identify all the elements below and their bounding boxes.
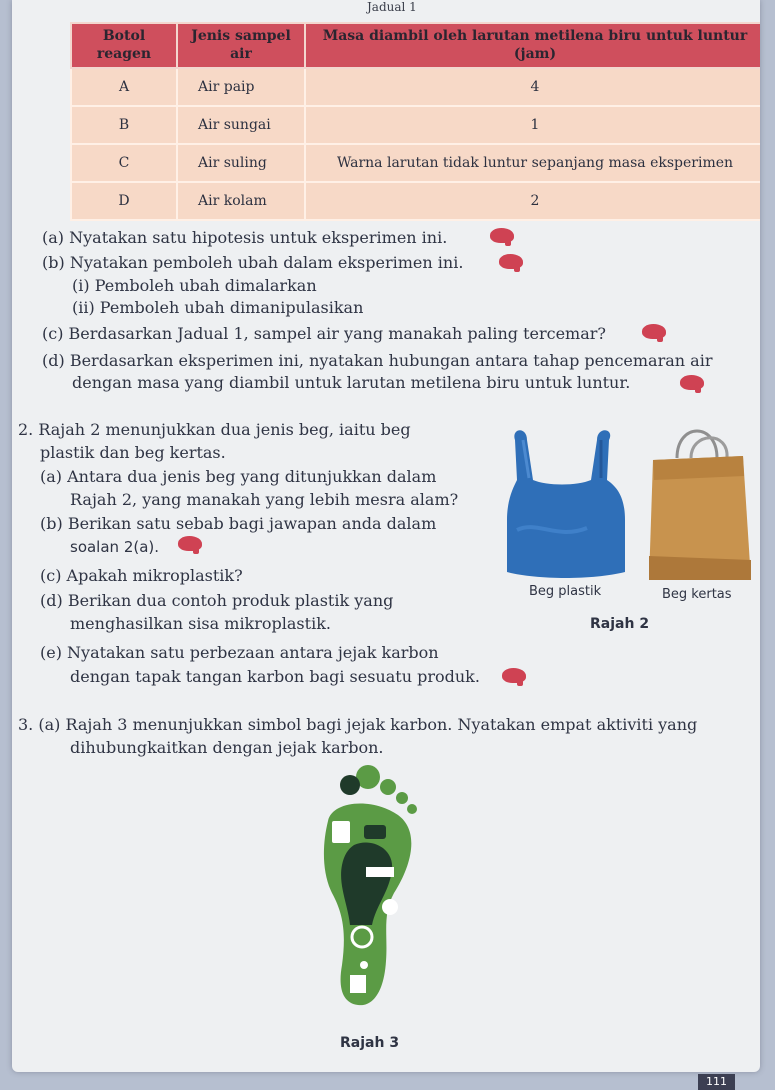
question-2c: (c) Apakah mikroplastik? — [40, 566, 243, 585]
question-2a-line1: (a) Antara dua jenis beg yang ditunjukkan dalam — [40, 467, 437, 486]
table-jadual-1 — [70, 22, 760, 221]
question-2e-line2: dengan tapak tangan karbon bagi sesuatu produk. — [70, 667, 480, 686]
table-header-cell: Masa diambil oleh larutan metilena biru untuk luntur (jam) — [305, 23, 760, 68]
figure-caption-rajah-2: Rajah 2 — [590, 616, 650, 632]
question-2d-line2: menghasilkan sisa mikroplastik. — [70, 614, 331, 633]
table-cell: Air kolam — [177, 182, 305, 220]
table-row — [71, 144, 760, 182]
brain-icon — [490, 228, 514, 244]
question-1a: (a) Nyatakan satu hipotesis untuk eksperimen ini. — [42, 228, 448, 247]
question-1b: (b) Nyatakan pemboleh ubah dalam eksperimen ini. — [42, 253, 464, 272]
question-1c: (c) Berdasarkan Jadual 1, sampel air yang manakah paling tercemar? — [42, 324, 606, 343]
question-3a-line2: dihubungkaitkan dengan jejak karbon. — [70, 738, 384, 757]
plastic-bag-label: Beg plastik — [529, 584, 602, 599]
question-2b-line2: soalan 2(a). — [70, 538, 160, 556]
paper-bag-label: Beg kertas — [662, 587, 732, 602]
table-header-cell: Botol reagen — [71, 23, 177, 68]
question-2b-line1: (b) Berikan satu sebab bagi jawapan anda dalam — [40, 514, 437, 533]
table-row — [71, 106, 760, 144]
table-cell: B — [71, 106, 177, 144]
question-2a-line2: Rajah 2, yang manakah yang lebih mesra alam? — [70, 490, 459, 509]
bags-illustration — [497, 420, 757, 590]
footprint-icon — [324, 765, 417, 1005]
table-cell: D — [71, 182, 177, 220]
carbon-footprint-symbol — [302, 765, 442, 1025]
figure-caption-rajah-3: Rajah 3 — [340, 1035, 400, 1051]
brain-icon — [499, 254, 523, 270]
page-number: 111 — [698, 1074, 735, 1090]
table-cell: Air suling — [177, 144, 305, 182]
brain-icon — [680, 375, 704, 391]
table-cell: A — [71, 68, 177, 106]
table-header-cell: Jenis sampel air — [177, 23, 305, 68]
table-cell: Air paip — [177, 68, 305, 106]
question-2d-line1: (d) Berikan dua contoh produk plastik yang — [40, 591, 394, 610]
paper-bag-icon — [649, 431, 751, 580]
question-2e-line1: (e) Nyatakan satu perbezaan antara jejak karbon — [40, 643, 439, 662]
question-1b-ii: (ii) Pemboleh ubah dimanipulasikan — [72, 298, 364, 317]
table-row — [71, 68, 760, 106]
page-title: Jadual 1 — [367, 0, 417, 14]
brain-icon — [502, 668, 526, 684]
textbook-page — [12, 0, 760, 1072]
question-2-intro-line2: plastik dan beg kertas. — [40, 443, 226, 462]
table-row — [71, 182, 760, 220]
table-cell: Warna larutan tidak luntur sepanjang masa eksperimen — [305, 144, 760, 182]
table-cell: Air sungai — [177, 106, 305, 144]
plastic-bag-icon — [507, 430, 625, 578]
table-cell: 2 — [305, 182, 760, 220]
table-cell: 4 — [305, 68, 760, 106]
brain-icon — [642, 324, 666, 340]
question-1d-line1: (d) Berdasarkan eksperimen ini, nyatakan hubungan antara tahap pencemaran air — [42, 351, 713, 370]
question-2-intro-line1: 2. Rajah 2 menunjukkan dua jenis beg, iaitu beg — [18, 420, 411, 439]
table-header-row — [71, 23, 760, 68]
question-1b-i: (i) Pemboleh ubah dimalarkan — [72, 276, 317, 295]
brain-icon — [178, 536, 202, 552]
question-1d-line2: dengan masa yang diambil untuk larutan metilena biru untuk luntur. — [72, 373, 631, 392]
question-3a-line1: 3. (a) Rajah 3 menunjukkan simbol bagi jejak karbon. Nyatakan empat aktiviti yang — [18, 715, 698, 734]
table-cell: C — [71, 144, 177, 182]
table-cell: 1 — [305, 106, 760, 144]
